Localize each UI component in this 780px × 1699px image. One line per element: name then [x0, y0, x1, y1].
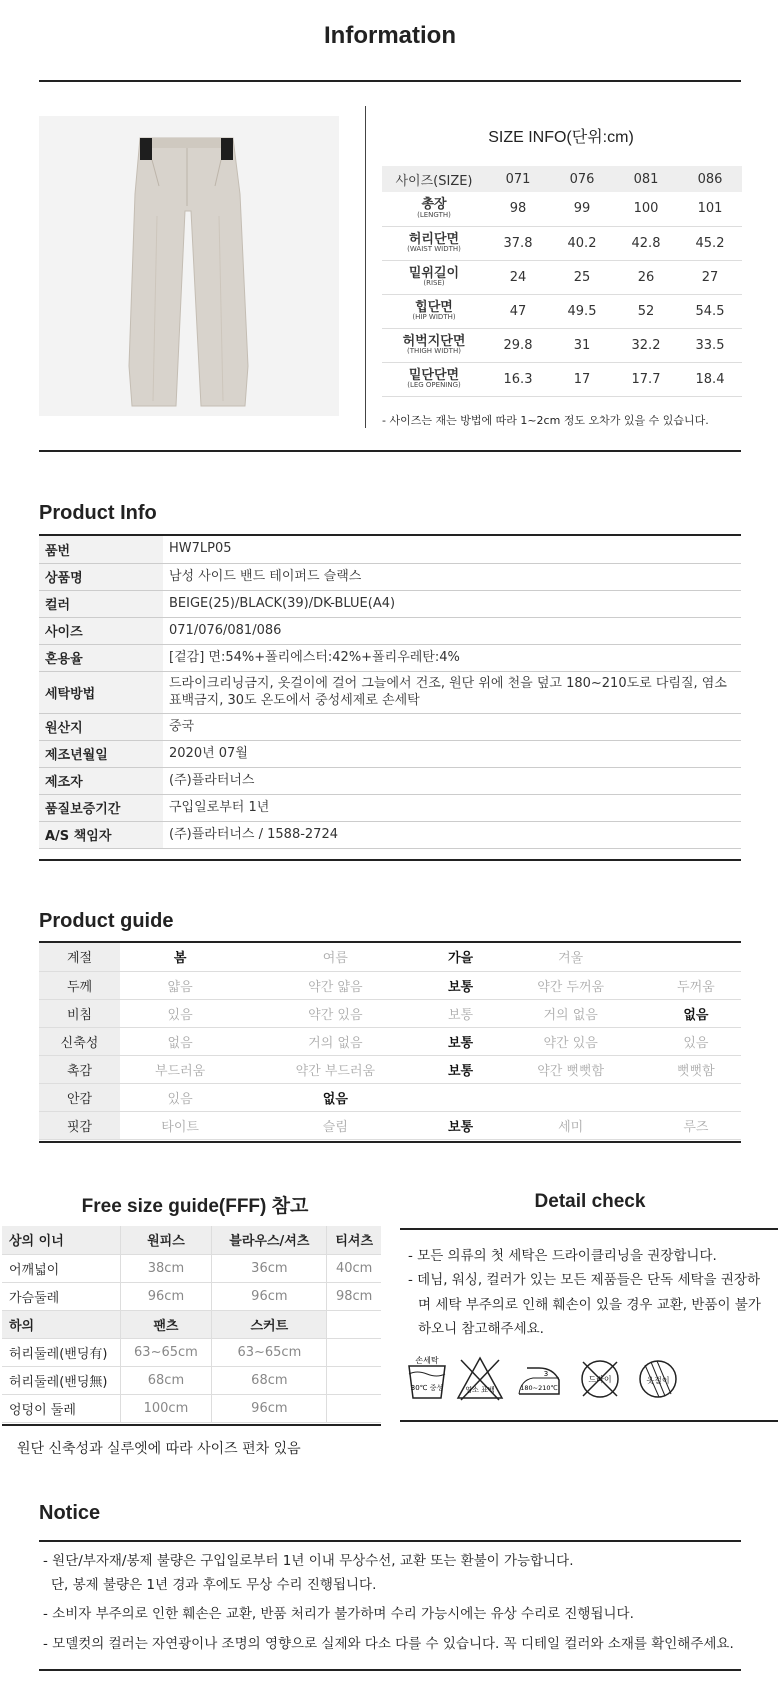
product-info-row [39, 821, 741, 848]
free-size-key: 어깨넓이 [2, 1254, 120, 1282]
no-bleach-icon [455, 1354, 505, 1404]
product-guide-option: 보통 [430, 1055, 490, 1083]
size-cell: 18.4 [678, 362, 742, 396]
size-cell: 52 [614, 294, 678, 328]
free-size-key: 엉덩이 둘레 [2, 1394, 120, 1422]
free-size-header-cell: 원피스 [120, 1226, 212, 1254]
product-info-value: 드라이크리닝금지, 옷걸이에 걸어 그늘에서 건조, 원단 위에 천을 덮고 180~210도로 다림질, 염소 표백금지, 30도 온도에서 중성세제로 손세탁 [163, 671, 741, 713]
product-guide-option: 있음 [651, 1027, 741, 1055]
notice-box [39, 1540, 741, 1671]
product-guide-option: 루즈 [651, 1111, 741, 1139]
product-info-key: 품질보증기간 [39, 794, 163, 821]
product-guide-key: 비침 [39, 999, 120, 1027]
size-row [382, 362, 742, 396]
product-guide-option: 있음 [120, 1083, 240, 1111]
no-dry-clean-icon [575, 1354, 625, 1404]
product-guide-option: 약간 얇음 [240, 971, 430, 999]
product-guide-option: 약간 있음 [491, 1027, 651, 1055]
product-guide-option: 뻣뻣함 [651, 1055, 741, 1083]
product-guide-option: 슬림 [240, 1111, 430, 1139]
product-info-key: 혼용율 [39, 644, 163, 671]
notice-item: - 소비자 부주의로 인한 훼손은 교환, 반품 처리가 불가하며 수리 가능시에는 유상 수리로 진행됩니다. [43, 1606, 634, 1623]
svg-text:손세탁: 손세탁 [415, 1356, 439, 1365]
free-size-cell: 100cm [120, 1394, 212, 1422]
size-row [382, 192, 742, 226]
free-size-header-cell: 티셔츠 [327, 1226, 381, 1254]
size-cell: 29.8 [486, 328, 550, 362]
product-guide-option: 약간 있음 [240, 999, 430, 1027]
size-cell: 47 [486, 294, 550, 328]
product-guide-option: 세미 [491, 1111, 651, 1139]
product-info-row [39, 740, 741, 767]
product-guide-option: 봄 [120, 943, 240, 971]
free-size-header-cell: 상의 이너 [2, 1226, 120, 1254]
size-row-sublabel: (THIGH WIDTH) [407, 347, 461, 356]
size-row-label: 허벅지단면 [402, 333, 466, 349]
free-size-cell [327, 1394, 381, 1422]
product-info-row [39, 563, 741, 590]
product-guide-option: 타이트 [120, 1111, 240, 1139]
free-size-cell: 36cm [212, 1254, 327, 1282]
size-header-cell: 071 [486, 166, 550, 192]
svg-text:3: 3 [543, 1370, 549, 1378]
size-cell: 17 [550, 362, 614, 396]
product-guide-key: 핏감 [39, 1111, 120, 1139]
free-size-cell [327, 1338, 381, 1366]
product-guide-option: 약간 뻣뻣함 [491, 1055, 651, 1083]
svg-text:180~210℃: 180~210℃ [520, 1384, 558, 1392]
product-guide-row [39, 1111, 741, 1139]
product-guide-row [39, 943, 741, 971]
size-row-sublabel: (WAIST WIDTH) [407, 245, 461, 254]
product-info-table [39, 536, 741, 849]
free-size-row [2, 1394, 381, 1422]
product-info-title: Product Info [39, 502, 157, 524]
product-info-value: 2020년 07월 [163, 740, 741, 767]
hand-wash-icon [405, 1354, 449, 1404]
vertical-divider [365, 106, 366, 428]
size-cell: 54.5 [678, 294, 742, 328]
page-title: Information [324, 22, 456, 49]
product-guide-row [39, 1055, 741, 1083]
product-info-key: 제조년월일 [39, 740, 163, 767]
care-icons [405, 1354, 775, 1404]
free-size-header-cell: 하의 [2, 1310, 120, 1338]
free-size-cell: 40cm [327, 1254, 381, 1282]
size-cell: 31 [550, 328, 614, 362]
size-cell: 101 [678, 192, 742, 226]
size-row [382, 226, 742, 260]
svg-text:드라이: 드라이 [588, 1375, 612, 1384]
size-header-cell: 076 [550, 166, 614, 192]
product-guide-option: 거의 없음 [240, 1027, 430, 1055]
product-info-key: 사이즈 [39, 617, 163, 644]
product-info-row [39, 617, 741, 644]
size-row-label: 총장 [421, 197, 447, 213]
free-size-row [2, 1338, 381, 1366]
size-header-cell: 사이즈(SIZE) [382, 166, 486, 192]
product-guide-option [651, 943, 741, 971]
free-size-cell [327, 1366, 381, 1394]
size-table [382, 166, 742, 397]
product-image [39, 116, 339, 416]
size-header-cell: 086 [678, 166, 742, 192]
iron-icon [513, 1354, 565, 1404]
product-guide-row [39, 1027, 741, 1055]
product-guide-option [430, 1083, 490, 1111]
size-note: - 사이즈는 재는 방법에 따라 1~2cm 정도 오차가 있을 수 있습니다. [382, 414, 709, 427]
product-info-value: BEIGE(25)/BLACK(39)/DK-BLUE(A4) [163, 590, 741, 617]
product-info-key: 제조자 [39, 767, 163, 794]
product-guide-option: 두꺼움 [651, 971, 741, 999]
notice-item: - 원단/부자재/봉제 불량은 구입일로부터 1년 이내 무상수선, 교환 또는 환불이 가능합니다. [43, 1553, 574, 1569]
product-guide-row [39, 971, 741, 999]
free-size-cell: 68cm [120, 1366, 212, 1394]
product-guide-option: 여름 [240, 943, 430, 971]
free-size-cell: 63~65cm [212, 1338, 327, 1366]
product-guide-key: 안감 [39, 1083, 120, 1111]
free-size-cell: 63~65cm [120, 1338, 212, 1366]
detail-check-item: - 모든 의류의 첫 세탁은 드라이클리닝을 권장합니다. [408, 1248, 717, 1264]
size-cell: 27 [678, 260, 742, 294]
size-row [382, 328, 742, 362]
product-guide-table [39, 943, 741, 1140]
size-row-sublabel: (RISE) [423, 279, 445, 288]
size-cell: 49.5 [550, 294, 614, 328]
size-cell: 26 [614, 260, 678, 294]
product-guide-option [651, 1083, 741, 1111]
product-guide-option: 약간 두꺼움 [491, 971, 651, 999]
product-guide-option: 겨울 [491, 943, 651, 971]
size-row-sublabel: (HIP WIDTH) [412, 313, 456, 322]
free-size-cell: 38cm [120, 1254, 212, 1282]
size-row-sublabel: (LEG OPENING) [407, 381, 461, 390]
product-info-value: 구입일로부터 1년 [163, 794, 741, 821]
product-info-row [39, 536, 741, 563]
product-info-value: 남성 사이드 밴드 테이퍼드 슬랙스 [163, 563, 741, 590]
product-info-value: HW7LP05 [163, 536, 741, 563]
size-cell: 25 [550, 260, 614, 294]
size-section-divider [39, 450, 741, 452]
size-row-label: 밑단단면 [408, 367, 460, 383]
notice-title: Notice [39, 1502, 101, 1524]
free-size-key: 허리둘레(밴딩無) [2, 1366, 120, 1394]
product-guide-option: 부드러움 [120, 1055, 240, 1083]
product-guide-option: 얇음 [120, 971, 240, 999]
product-guide-key: 촉감 [39, 1055, 120, 1083]
free-size-cell: 96cm [120, 1282, 212, 1310]
free-size-table [2, 1226, 381, 1423]
product-guide-row [39, 999, 741, 1027]
product-info-bottom-rule [39, 859, 741, 861]
svg-text:옷걸이: 옷걸이 [646, 1376, 670, 1385]
size-cell: 32.2 [614, 328, 678, 362]
free-size-cell: 96cm [212, 1282, 327, 1310]
size-info-title: SIZE INFO(단위:cm) [488, 129, 634, 146]
product-info-key: 세탁방법 [39, 671, 163, 713]
product-info-key: 컬러 [39, 590, 163, 617]
free-size-key: 가슴둘레 [2, 1282, 120, 1310]
product-guide-option: 가을 [430, 943, 490, 971]
free-size-title: Free size guide(FFF) 참고 [81, 1196, 309, 1217]
size-header-cell: 081 [614, 166, 678, 192]
detail-check-item: - 데님, 워싱, 컬러가 있는 모든 제품들은 단독 세탁을 권장하며 세탁 부주의로 인해 훼손이 있을 경우 교환, 반품이 불가하오니 참고해주세요. [408, 1272, 761, 1337]
product-info-row [39, 590, 741, 617]
size-cell: 45.2 [678, 226, 742, 260]
free-size-header-cell: 팬츠 [120, 1310, 212, 1338]
size-row [382, 260, 742, 294]
product-guide-title: Product guide [39, 910, 174, 932]
size-cell: 16.3 [486, 362, 550, 396]
product-info-key: A/S 책임자 [39, 821, 163, 848]
product-info-row [39, 671, 741, 713]
product-guide-option: 보통 [430, 971, 490, 999]
product-info-row [39, 767, 741, 794]
product-guide-key: 계절 [39, 943, 120, 971]
free-size-header-row [2, 1226, 381, 1254]
size-cell: 40.2 [550, 226, 614, 260]
free-size-row [2, 1254, 381, 1282]
free-size-header-cell [327, 1310, 381, 1338]
product-info-value: (주)플라터너스 / 1588-2724 [163, 821, 741, 848]
product-guide-option: 없음 [120, 1027, 240, 1055]
svg-text:염소 표백: 염소 표백 [465, 1386, 495, 1394]
product-info-value: (주)플라터너스 [163, 767, 741, 794]
hang-dry-icon [633, 1354, 683, 1404]
size-row-label: 허리단면 [408, 231, 460, 247]
free-size-row [2, 1366, 381, 1394]
product-guide-key: 두께 [39, 971, 120, 999]
detail-check-title: Detail check [534, 1191, 646, 1212]
product-guide-bottom-rule [39, 1141, 741, 1143]
free-size-key: 허리둘레(밴딩有) [2, 1338, 120, 1366]
free-size-cell: 96cm [212, 1394, 327, 1422]
size-cell: 17.7 [614, 362, 678, 396]
size-row-label: 밑위길이 [408, 265, 460, 281]
free-size-header-cell: 블라우스/셔츠 [212, 1226, 327, 1254]
product-guide-option: 보통 [430, 1027, 490, 1055]
product-info-value: 071/076/081/086 [163, 617, 741, 644]
product-info-key: 품번 [39, 536, 163, 563]
free-size-cell: 68cm [212, 1366, 327, 1394]
product-info-row [39, 713, 741, 740]
size-row-label: 힙단면 [415, 299, 453, 315]
size-cell: 37.8 [486, 226, 550, 260]
product-guide-option: 보통 [430, 999, 490, 1027]
product-info-key: 원산지 [39, 713, 163, 740]
size-cell: 100 [614, 192, 678, 226]
size-cell: 42.8 [614, 226, 678, 260]
free-size-cell: 98cm [327, 1282, 381, 1310]
header-divider [39, 80, 741, 82]
size-cell: 33.5 [678, 328, 742, 362]
free-size-note: 원단 신축성과 실루엣에 따라 사이즈 편차 있음 [17, 1441, 301, 1457]
free-size-bottom-rule [2, 1424, 381, 1426]
size-row [382, 294, 742, 328]
free-size-row [2, 1282, 381, 1310]
free-size-header-cell: 스커트 [212, 1310, 327, 1338]
product-guide-option: 없음 [240, 1083, 430, 1111]
product-info-value: [겉감] 면:54%+폴리에스터:42%+폴리우레탄:4% [163, 644, 741, 671]
product-info-value: 중국 [163, 713, 741, 740]
size-cell: 99 [550, 192, 614, 226]
product-guide-option: 보통 [430, 1111, 490, 1139]
size-row-sublabel: (LENGTH) [417, 210, 451, 219]
svg-text:30℃ 중성: 30℃ 중성 [410, 1384, 444, 1392]
product-guide-key: 신축성 [39, 1027, 120, 1055]
product-guide-option [491, 1083, 651, 1111]
product-guide-row [39, 1083, 741, 1111]
product-info-row [39, 794, 741, 821]
product-guide-option: 약간 부드러움 [240, 1055, 430, 1083]
notice-item: - 모델컷의 컬러는 자연광이나 조명의 영향으로 실제와 다소 다를 수 있습니다. 꼭 디테일 컬러와 소재를 확인해주세요. [43, 1635, 734, 1652]
size-cell: 24 [486, 260, 550, 294]
size-cell: 98 [486, 192, 550, 226]
size-table-header [382, 166, 742, 192]
product-guide-option: 없음 [651, 999, 741, 1027]
product-guide-option: 있음 [120, 999, 240, 1027]
product-guide-option: 거의 없음 [491, 999, 651, 1027]
notice-item: 단, 봉제 불량은 1년 경과 후에도 무상 수리 진행됩니다. [51, 1576, 377, 1593]
product-info-key: 상품명 [39, 563, 163, 590]
free-size-header-row [2, 1310, 381, 1338]
product-info-row [39, 644, 741, 671]
